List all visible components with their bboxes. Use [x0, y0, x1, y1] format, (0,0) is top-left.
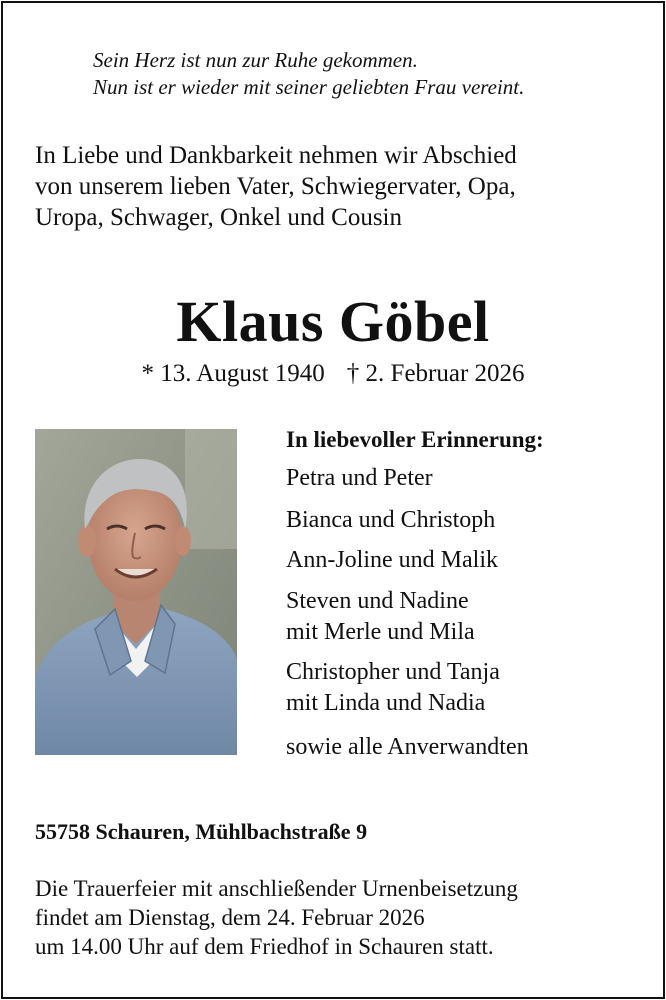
mourner-entry — [286, 586, 475, 648]
intro-text — [35, 140, 517, 233]
service-info — [35, 874, 518, 961]
mourner-line: Steven und Nadine — [286, 588, 469, 614]
mourner-entry — [286, 657, 500, 719]
service-line-2: findet am Dienstag, dem 24. Februar 2026 — [35, 905, 425, 930]
mourner-entry: Petra und Peter — [286, 465, 433, 491]
motto-line-1: Sein Herz ist nun zur Ruhe gekommen. — [93, 48, 418, 72]
deceased-name: Klaus Göbel — [176, 289, 490, 354]
service-line-3: um 14.00 Uhr auf dem Friedhof in Schauren statt. — [35, 934, 494, 959]
family-address: 55758 Schauren, Mühlbachstraße 9 — [35, 819, 368, 844]
portrait-photo — [35, 429, 237, 755]
intro-line-3: Uropa, Schwager, Onkel und Cousin — [35, 204, 402, 231]
mourner-entry: Bianca und Christoph — [286, 507, 496, 533]
mourner-entry: sowie alle Anverwandten — [286, 734, 529, 760]
mourner-line: Christopher und Tanja — [286, 659, 500, 685]
mourner-line: mit Merle und Mila — [286, 619, 475, 645]
intro-line-2: von unserem lieben Vater, Schwiegervater, Opa, — [35, 173, 516, 200]
death-date: † 2. Februar 2026 — [346, 360, 525, 387]
motto — [93, 47, 524, 101]
mourner-entry: Ann-Joline und Malik — [286, 547, 498, 573]
birth-date: * 13. August 1940 — [141, 360, 325, 387]
mourners-heading: In liebevoller Erinnerung: — [286, 427, 544, 452]
service-line-1: Die Trauerfeier mit anschließender Urnenbeisetzung — [35, 876, 518, 901]
life-dates — [3, 358, 663, 390]
obituary-notice — [1, 1, 665, 999]
motto-line-2: Nun ist er wieder mit seiner geliebten Frau vereint. — [93, 75, 525, 99]
mourner-line: mit Linda und Nadia — [286, 690, 486, 716]
intro-line-1: In Liebe und Dankbarkeit nehmen wir Abschied — [35, 142, 517, 169]
